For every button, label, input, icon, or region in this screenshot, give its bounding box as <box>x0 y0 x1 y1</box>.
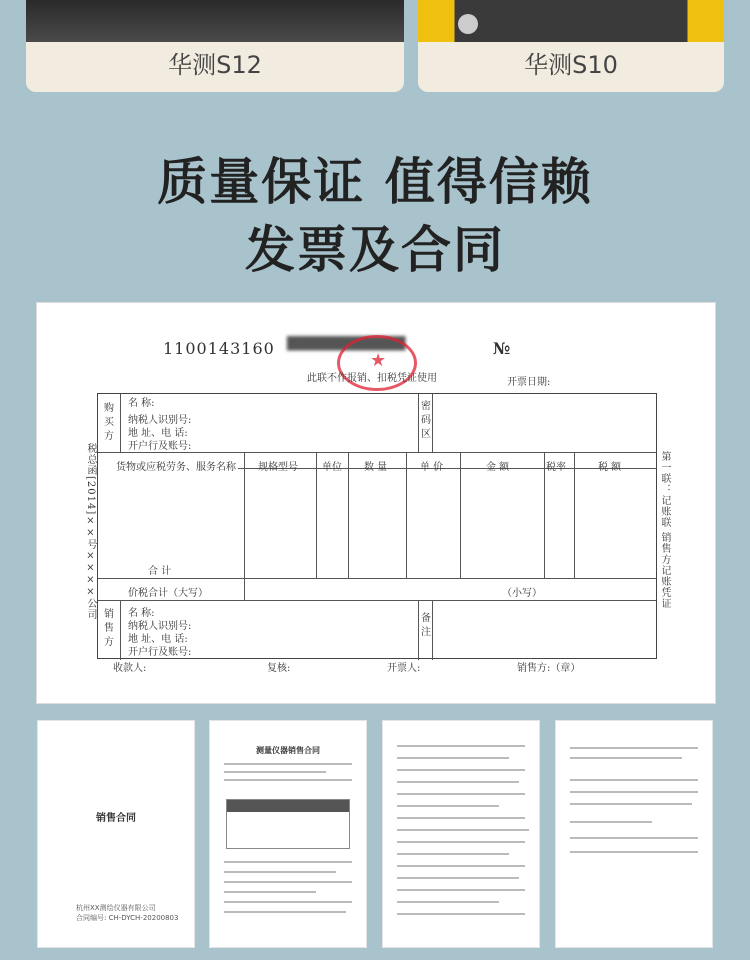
col-unit: 单位 <box>322 462 342 473</box>
buyer-bank-field: 开户行及账号: <box>128 441 192 452</box>
doc-company: 杭州XX测绘仪器有限公司 <box>76 904 156 912</box>
buyer-side-label: 购买方 <box>104 403 114 442</box>
footer-review: 复核: <box>267 663 291 674</box>
tax-total-label: 价税合计（大写） <box>128 588 208 599</box>
invoice-grid <box>97 393 657 659</box>
contract-page-3[interactable] <box>382 720 540 948</box>
col-qty: 数 量 <box>364 462 388 473</box>
side-note-left: 税总函[2014]××号××××公司 <box>85 443 96 621</box>
small-amount-label: （小写） <box>502 588 542 599</box>
issue-date: 开票日期: <box>507 377 551 388</box>
col-amount: 金 额 <box>486 462 510 473</box>
invoice-subtitle: 此联不作报销、扣税凭证使用 <box>307 373 437 384</box>
footer-payee: 收款人: <box>113 663 147 674</box>
footer-seller: 销售方:（章） <box>517 663 581 674</box>
col-tax: 税 额 <box>598 462 622 473</box>
seller-taxid-field: 纳税人识别号: <box>128 621 192 632</box>
col-price: 单 价 <box>420 462 444 473</box>
doc-title: 销售合同 <box>96 813 136 824</box>
product-card-s10[interactable] <box>418 0 724 92</box>
invoice-image <box>36 302 716 704</box>
section-heading: 质量保证 值得信赖 <box>157 153 593 211</box>
section-subheading: 发票及合同 <box>245 221 505 279</box>
footer-issuer: 开票人: <box>387 663 421 674</box>
product-card-s12[interactable] <box>26 0 404 92</box>
seller-bank-field: 开户行及账号: <box>128 647 192 658</box>
contract-page-1[interactable] <box>37 720 195 948</box>
buyer-address-field: 地 址、电 话: <box>128 428 188 439</box>
seller-side-label: 销售方 <box>104 609 114 648</box>
seller-name-field: 名 称: <box>128 608 155 619</box>
doc-table <box>226 799 350 849</box>
col-tax-rate: 税率 <box>546 462 566 473</box>
side-note-right: 第一联：记账联 销售方记账凭证 <box>659 451 670 610</box>
remarks-label: 备注 <box>421 613 431 638</box>
col-spec: 规格型号 <box>258 462 298 473</box>
contract-page-2[interactable] <box>209 720 367 948</box>
seller-address-field: 地 址、电 话: <box>128 634 188 645</box>
product-photo <box>418 0 724 42</box>
invoice-no-mark: № <box>493 339 511 358</box>
total-label: 合 计 <box>148 566 172 577</box>
buyer-name-field: 名 称: <box>128 398 155 409</box>
code-area-label: 密码区 <box>421 401 431 440</box>
buyer-taxid-field: 纳税人识别号: <box>128 415 192 426</box>
product-label: 华测S10 <box>524 51 618 79</box>
invoice-title-blurred: ▇▇▇▇▇▇▇▇▇▇▇ <box>287 335 406 351</box>
product-label: 华测S12 <box>168 51 262 79</box>
product-photo <box>26 0 404 42</box>
doc-code: 合同编号: CH-DYCH-20200803 <box>76 914 179 922</box>
col-goods: 货物或应税劳务、服务名称 <box>116 462 236 473</box>
invoice-number: 1100143160 <box>163 339 275 358</box>
contract-page-4[interactable] <box>555 720 713 948</box>
doc-title: 测量仪器销售合同 <box>256 746 320 755</box>
seal-stamp: ★ <box>337 335 417 391</box>
